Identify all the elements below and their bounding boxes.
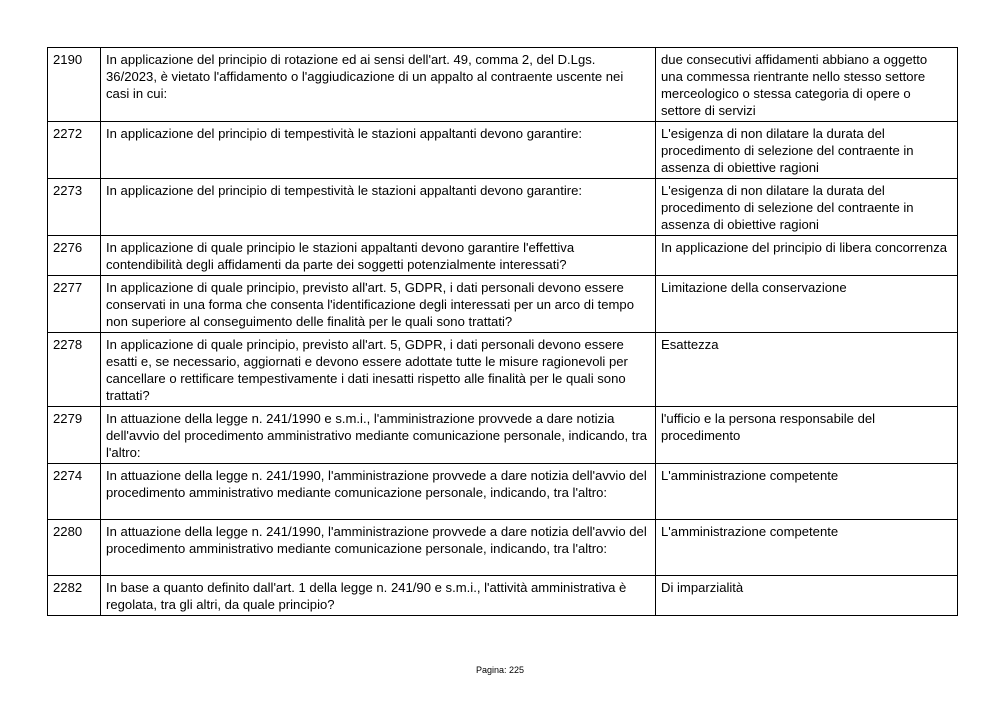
question-text: In attuazione della legge n. 241/1990, l'amministrazione provvede a dare notizia dell'avvio del procedimento amministrativo mediante comunicazione personale, indicando, tra l'altro:: [101, 464, 656, 520]
question-id: 2278: [48, 333, 101, 407]
question-text: In applicazione del principio di tempestività le stazioni appaltanti devono garantire:: [101, 179, 656, 236]
table-row: [48, 122, 958, 179]
question-text: In applicazione di quale principio, previsto all'art. 5, GDPR, i dati personali devono essere conservati in una forma che consenta l'identificazione degli interessati per un arco di tempo non superiore al conseguimento delle finalità per le quali sono trattati?: [101, 276, 656, 333]
question-id: 2279: [48, 407, 101, 464]
question-id: 2273: [48, 179, 101, 236]
table-row: [48, 48, 958, 122]
answer-text: L'amministrazione competente: [656, 464, 958, 520]
question-text: In applicazione del principio di rotazione ed ai sensi dell'art. 49, comma 2, del D.Lgs. 36/2023, è vietato l'affidamento o l'aggiudicazione di un appalto al contraente uscente nei casi in cui:: [101, 48, 656, 122]
answer-text: In applicazione del principio di libera concorrenza: [656, 236, 958, 276]
table-row: [48, 407, 958, 464]
table-row: [48, 576, 958, 616]
table-row: [48, 236, 958, 276]
answer-text: L'esigenza di non dilatare la durata del procedimento di selezione del contraente in assenza di obiettive ragioni: [656, 179, 958, 236]
answer-text: Di imparzialità: [656, 576, 958, 616]
question-text: In applicazione di quale principio le stazioni appaltanti devono garantire l'effettiva contendibilità degli affidamenti da parte dei soggetti potenzialmente interessati?: [101, 236, 656, 276]
answer-text: Limitazione della conservazione: [656, 276, 958, 333]
answer-text: L'amministrazione competente: [656, 520, 958, 576]
table-row: [48, 464, 958, 520]
table-row: [48, 520, 958, 576]
question-text: In attuazione della legge n. 241/1990, l'amministrazione provvede a dare notizia dell'avvio del procedimento amministrativo mediante comunicazione personale, indicando, tra l'altro:: [101, 520, 656, 576]
question-id: 2277: [48, 276, 101, 333]
table-row: [48, 179, 958, 236]
answer-text: due consecutivi affidamenti abbiano a oggetto una commessa rientrante nello stesso settore merceologico o stessa categoria di opere o settore di servizi: [656, 48, 958, 122]
questions-table: [47, 47, 958, 616]
answer-text: Esattezza: [656, 333, 958, 407]
question-text: In applicazione di quale principio, previsto all'art. 5, GDPR, i dati personali devono essere esatti e, se necessario, aggiornati e devono essere adottate tutte le misure ragionevoli per cancellare o rettificare tempestivamente i dati inesatti rispetto alle finalità per le quali sono trattati?: [101, 333, 656, 407]
question-id: 2272: [48, 122, 101, 179]
page-number: Pagina: 225: [475, 665, 525, 675]
answer-text: L'esigenza di non dilatare la durata del procedimento di selezione del contraente in assenza di obiettive ragioni: [656, 122, 958, 179]
question-id: 2280: [48, 520, 101, 576]
question-text: In attuazione della legge n. 241/1990 e s.m.i., l'amministrazione provvede a dare notizia dell'avvio del procedimento amministrativo mediante comunicazione personale, indicando, tra l'altro:: [101, 407, 656, 464]
question-id: 2274: [48, 464, 101, 520]
question-text: In base a quanto definito dall'art. 1 della legge n. 241/90 e s.m.i., l'attività amministrativa è regolata, tra gli altri, da quale principio?: [101, 576, 656, 616]
table-row: [48, 276, 958, 333]
question-id: 2276: [48, 236, 101, 276]
answer-text: l'ufficio e la persona responsabile del procedimento: [656, 407, 958, 464]
table-row: [48, 333, 958, 407]
question-id: 2282: [48, 576, 101, 616]
question-text: In applicazione del principio di tempestività le stazioni appaltanti devono garantire:: [101, 122, 656, 179]
question-id: 2190: [48, 48, 101, 122]
